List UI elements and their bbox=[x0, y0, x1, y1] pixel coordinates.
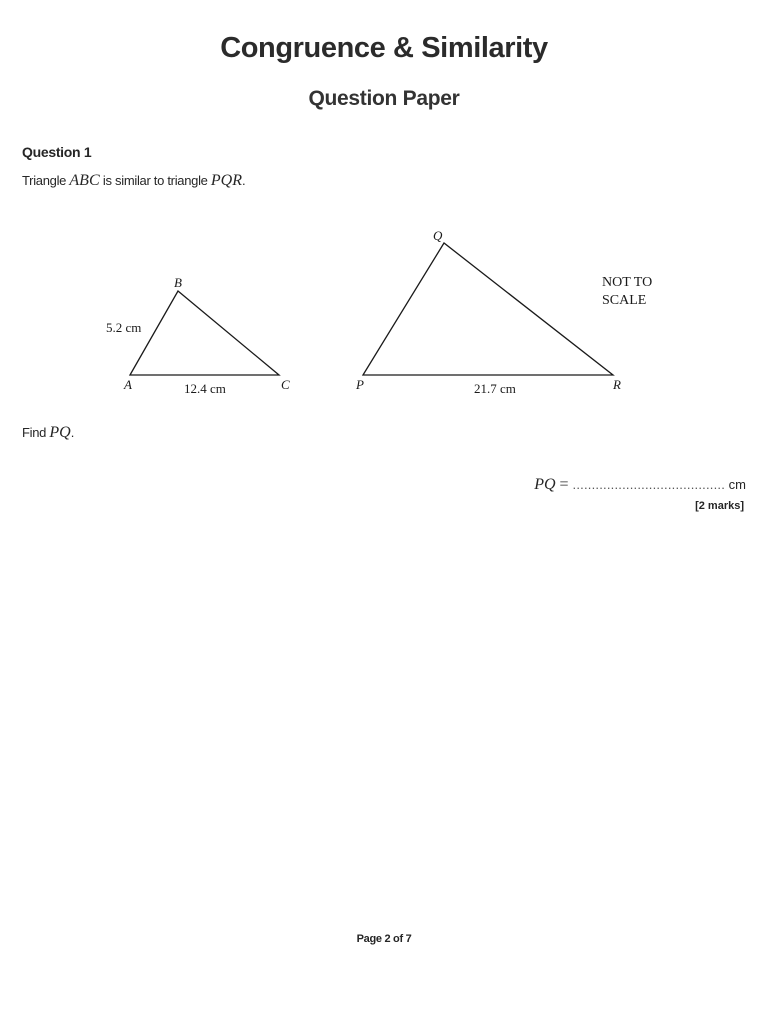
prompt-suffix: . bbox=[70, 425, 75, 440]
vertex-q-label: Q bbox=[433, 228, 443, 243]
side-pr-label: 21.7 cm bbox=[474, 381, 516, 396]
triangles-diagram bbox=[90, 220, 690, 405]
triangle-abc-label: ABC bbox=[69, 172, 100, 189]
page-subtitle: Question Paper bbox=[308, 87, 460, 110]
intro-middle: is similar to triangle bbox=[99, 173, 211, 188]
answer-line bbox=[534, 476, 746, 494]
vertex-p-label: P bbox=[356, 377, 364, 392]
question-prompt bbox=[22, 424, 74, 442]
not-to-scale-line2: SCALE bbox=[602, 293, 647, 308]
question-intro bbox=[22, 172, 245, 190]
intro-suffix: . bbox=[242, 173, 246, 188]
vertex-r-label: R bbox=[613, 377, 621, 392]
prompt-prefix: Find bbox=[22, 425, 50, 440]
triangles-figure bbox=[90, 220, 690, 405]
answer-blank[interactable]: ........................................ bbox=[572, 477, 726, 492]
vertex-b-label: B bbox=[174, 275, 182, 290]
not-to-scale-line1: NOT TO bbox=[602, 275, 653, 290]
prompt-variable: PQ bbox=[49, 424, 71, 441]
answer-variable: PQ bbox=[534, 476, 556, 493]
question-heading: Question 1 bbox=[22, 144, 92, 160]
marks-label: [2 marks] bbox=[695, 500, 744, 512]
vertex-c-label: C bbox=[281, 377, 290, 392]
answer-equals: = bbox=[559, 476, 569, 493]
side-ac-label: 12.4 cm bbox=[184, 381, 226, 396]
triangle-pqr-label: PQR bbox=[210, 172, 243, 189]
page-title: Congruence & Similarity bbox=[220, 32, 548, 64]
intro-prefix: Triangle bbox=[22, 173, 70, 188]
vertex-a-label: A bbox=[124, 377, 132, 392]
side-ab-label: 5.2 cm bbox=[106, 320, 142, 335]
answer-unit: cm bbox=[728, 477, 746, 492]
page-number: Page 2 of 7 bbox=[356, 933, 412, 945]
triangle-abc bbox=[130, 291, 279, 375]
triangle-pqr bbox=[363, 243, 613, 375]
